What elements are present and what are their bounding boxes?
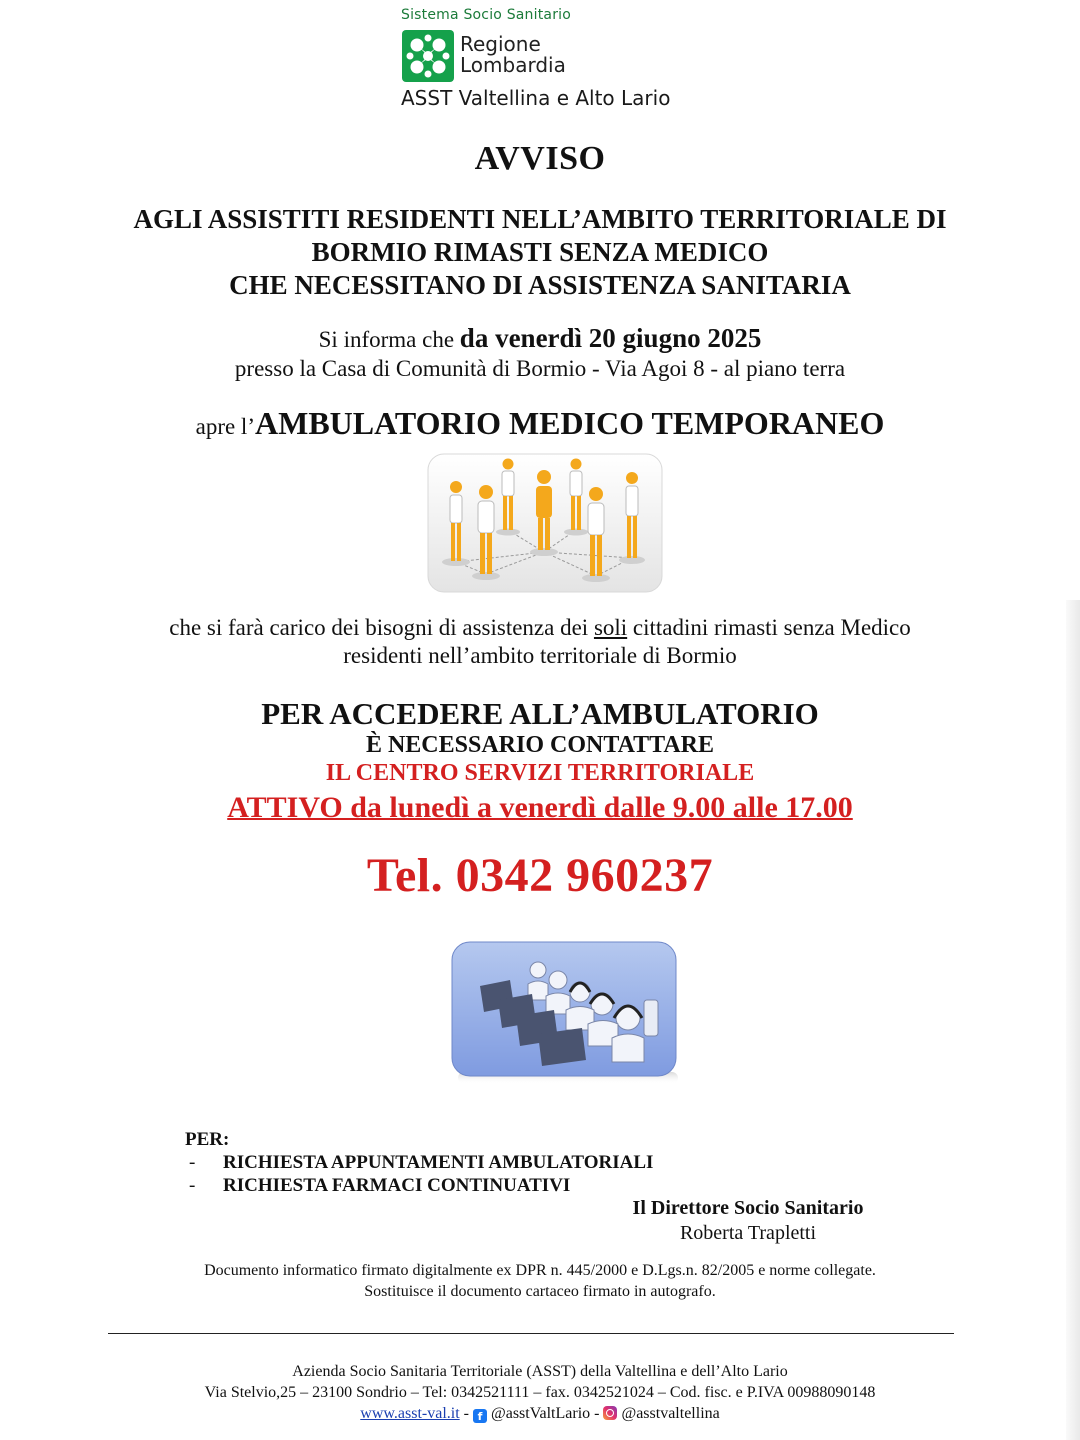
rosa-camuna-icon bbox=[402, 30, 454, 82]
digital-note-line-2: Sostituisce il documento cartaceo firmato in autografo. bbox=[364, 1283, 716, 1300]
region-name-line1: Regione bbox=[460, 32, 541, 56]
info-date: da venerdì 20 giugno 2025 bbox=[459, 323, 762, 353]
digital-signature-note bbox=[0, 1260, 1080, 1302]
access-title: PER ACCEDERE ALL’AMBULATORIO bbox=[261, 696, 819, 731]
clinic-name: AMBULATORIO MEDICO TEMPORANEO bbox=[255, 405, 885, 441]
list-item bbox=[185, 1174, 653, 1197]
opens-line bbox=[0, 405, 1080, 442]
headline-line: BORMIO RIMASTI SENZA MEDICO bbox=[311, 237, 769, 267]
instagram-handle[interactable]: @asstvaltellina bbox=[621, 1405, 720, 1422]
list-item bbox=[185, 1151, 653, 1174]
care-line-1-post: cittadini rimasti senza Medico bbox=[632, 615, 911, 640]
purposes-label: PER: bbox=[185, 1129, 230, 1150]
list-dash: - bbox=[189, 1175, 196, 1196]
info-location: presso la Casa di Comunità di Bormio - Via Agoi 8 - al piano terra bbox=[234, 356, 846, 381]
purposes-list bbox=[185, 1128, 653, 1197]
headline-line: AGLI ASSISTITI RESIDENTI NELL’AMBITO TERRITORIALE DI bbox=[133, 204, 947, 234]
regione-lombardia-logo bbox=[400, 4, 700, 114]
signatory-role: Il Direttore Socio Sanitario bbox=[632, 1197, 864, 1219]
instagram-icon bbox=[603, 1406, 617, 1420]
info-prefix: Si informa che bbox=[318, 327, 455, 352]
footer-divider bbox=[108, 1333, 954, 1334]
list-item-text: RICHIESTA FARMACI CONTINUATIVI bbox=[223, 1175, 571, 1196]
call-center-illustration bbox=[450, 940, 680, 1086]
list-dash: - bbox=[189, 1152, 196, 1173]
signatory-name: Roberta Trapletti bbox=[679, 1222, 817, 1244]
page-footer bbox=[0, 1361, 1080, 1424]
region-name bbox=[460, 34, 566, 76]
headline-line: CHE NECESSITANO DI ASSISTENZA SANITARIA bbox=[229, 270, 851, 300]
asst-name: ASST Valtellina e Alto Lario bbox=[401, 86, 671, 110]
list-item-text: RICHIESTA APPUNTAMENTI AMBULATORIALI bbox=[223, 1152, 654, 1173]
region-name-line2: Lombardia bbox=[460, 53, 566, 77]
footer-address: Via Stelvio,25 – 23100 Sondrio – Tel: 0342521111 – fax. 0342521024 – Cod. fisc. e P.IVA 00988090148 bbox=[204, 1384, 876, 1401]
phone-number: Tel. 0342 960237 bbox=[366, 849, 714, 902]
care-line-2: residenti nell’ambito territoriale di Bormio bbox=[343, 643, 737, 668]
notice-headline bbox=[0, 203, 1080, 302]
care-line-1-underlined: soli bbox=[593, 615, 628, 640]
facebook-handle[interactable]: @asstValtLario bbox=[490, 1405, 591, 1422]
system-label: Sistema Socio Sanitario bbox=[401, 7, 572, 23]
notice-title: AVVISO bbox=[474, 140, 606, 177]
service-hours bbox=[0, 791, 1080, 825]
service-hours-text: ATTIVO da lunedì a venerdì dalle 9.00 alle 17.00 bbox=[227, 791, 853, 824]
footer-separator: - bbox=[594, 1405, 600, 1422]
footer-org: Azienda Socio Sanitaria Territoriale (ASST) della Valtellina e dell’Alto Lario bbox=[292, 1363, 788, 1380]
footer-links bbox=[0, 1403, 1080, 1424]
medical-team-network-illustration bbox=[426, 452, 664, 594]
digital-note-line-1: Documento informatico firmato digitalmente ex DPR n. 445/2000 e D.Lgs.n. 82/2005 e norme collegate. bbox=[204, 1262, 876, 1279]
website-link[interactable]: www.asst-val.it bbox=[360, 1405, 460, 1422]
facebook-icon: f bbox=[473, 1409, 487, 1423]
care-line-1-pre: che si farà carico dei bisogni di assistenza dei bbox=[169, 615, 589, 640]
info-date-line bbox=[0, 323, 1080, 354]
service-center-name: IL CENTRO SERVIZI TERRITORIALE bbox=[325, 760, 755, 786]
care-line-1 bbox=[0, 614, 1080, 642]
footer-separator: - bbox=[463, 1405, 469, 1422]
access-necessary: È NECESSARIO CONTATTARE bbox=[365, 732, 715, 758]
opens-prefix: apre l’ bbox=[195, 414, 255, 439]
care-description bbox=[0, 614, 1080, 670]
signature-block bbox=[580, 1196, 916, 1246]
